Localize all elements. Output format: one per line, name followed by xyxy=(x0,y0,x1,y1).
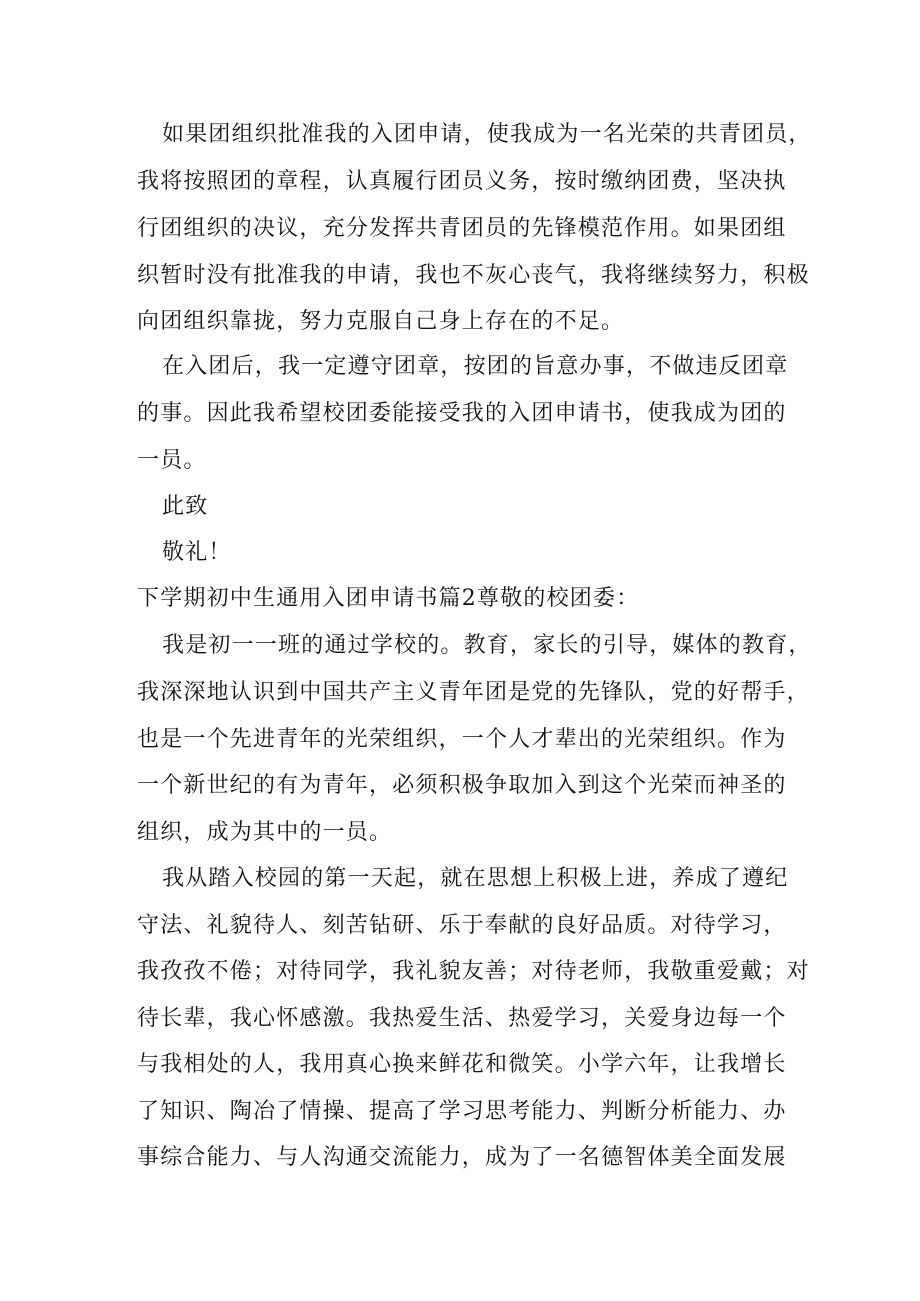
text-line: 向团组织靠拢，努力克服自己身上存在的不足。 xyxy=(137,309,625,334)
closing-salutation: 敬礼！ xyxy=(162,540,232,565)
text-line: 待长辈，我心怀感激。我热爱生活、热爱学习，关爱身边每一个 xyxy=(137,1006,787,1031)
closing-salutation: 此致 xyxy=(162,494,209,519)
text-line: 一员。 xyxy=(137,448,207,473)
text-line: 我孜孜不倦；对待同学，我礼貌友善；对待老师，我敬重爱戴；对 xyxy=(137,959,810,984)
text-line: 我从踏入校园的第一天起，就在思想上积极上进，养成了遵纪 xyxy=(162,866,789,891)
text-line: 行团组织的决议，充分发挥共青团员的先锋模范作用。如果团组 xyxy=(137,216,787,241)
text-line: 在入团后，我一定遵守团章，按团的旨意办事，不做违反团章 xyxy=(162,354,789,379)
text-line: 一个新世纪的有为青年，必须积极争取加入到这个光荣而神圣的 xyxy=(137,773,787,798)
text-line: 的事。因此我希望校团委能接受我的入团申请书，使我成为团的 xyxy=(137,401,787,426)
text-line: 我将按照团的章程，认真履行团员义务，按时缴纳团费，坚决执 xyxy=(137,169,787,194)
section-heading: 下学期初中生通用入团申请书篇2尊敬的校团委： xyxy=(137,586,640,611)
text-line: 了知识、陶冶了情操、提高了学习思考能力、判断分析能力、办 xyxy=(137,1099,787,1124)
text-line: 组织，成为其中的一员。 xyxy=(137,820,393,845)
text-line: 我是初一一班的通过学校的。教育，家长的引导，媒体的教育， xyxy=(162,633,812,658)
text-line: 我深深地认识到中国共产主义青年团是党的先锋队，党的好帮手， xyxy=(137,680,810,705)
text-line: 守法、礼貌待人、刻苦钻研、乐于奉献的良好品质。对待学习， xyxy=(137,913,787,938)
text-line: 也是一个先进青年的光荣组织，一个人才辈出的光荣组织。作为 xyxy=(137,727,787,752)
text-line: 事综合能力、与人沟通交流能力，成为了一名德智体美全面发展 xyxy=(137,1145,787,1170)
text-line: 如果团组织批准我的入团申请，使我成为一名光荣的共青团员， xyxy=(162,122,812,147)
text-line: 织暂时没有批准我的申请，我也不灰心丧气，我将继续努力，积极 xyxy=(137,263,810,288)
text-line: 与我相处的人，我用真心换来鲜花和微笑。小学六年，让我增长 xyxy=(137,1052,787,1077)
